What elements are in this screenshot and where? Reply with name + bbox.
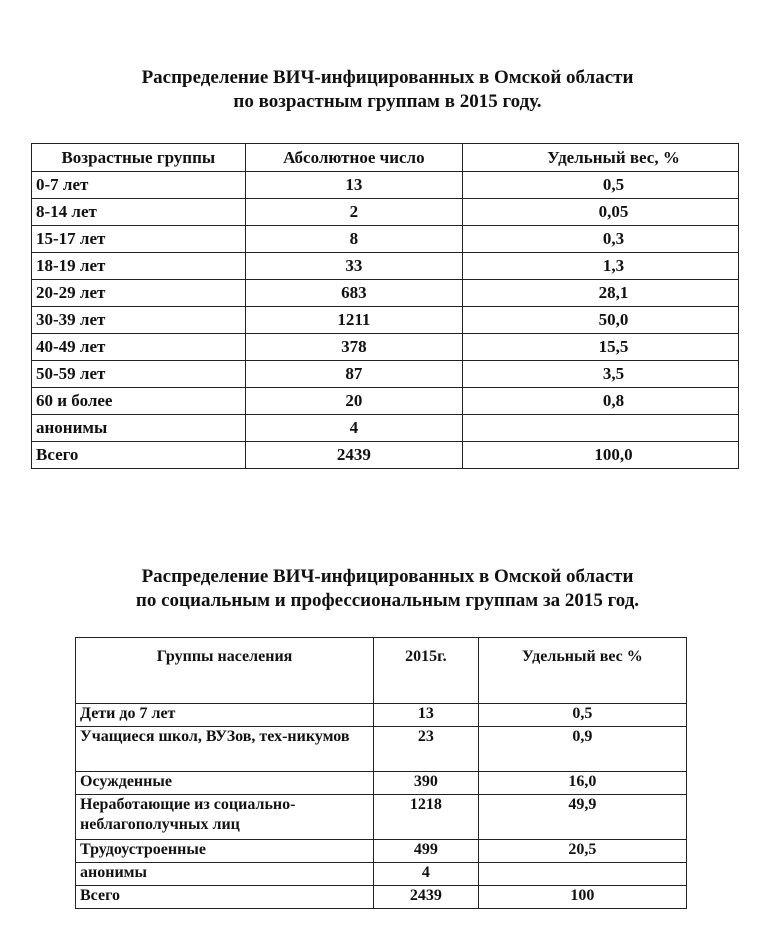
cell-age-group: 0-7 лет (32, 172, 246, 199)
cell-population-group: Трудоустроенные (76, 840, 374, 863)
cell-share: 20,5 (478, 840, 686, 863)
cell-share: 100 (478, 886, 686, 909)
table-row (32, 226, 739, 253)
cell-share: 0,9 (478, 727, 686, 772)
table-total-row (32, 442, 739, 469)
cell-share: 15,5 (463, 334, 739, 361)
cell-age-group: 8-14 лет (32, 199, 246, 226)
table-row (76, 863, 687, 886)
cell-share: 49,9 (478, 795, 686, 840)
column-header-year: 2015г. (374, 638, 479, 704)
cell-absolute: 1211 (245, 307, 462, 334)
cell-share: 0,5 (478, 704, 686, 727)
column-header-population-group: Группы населения (76, 638, 374, 704)
cell-age-group: 30-39 лет (32, 307, 246, 334)
cell-count: 13 (374, 704, 479, 727)
social-groups-table (75, 637, 687, 909)
table-row (32, 280, 739, 307)
table2-title-line1: Распределение ВИЧ-инфицированных в Омской области (141, 566, 634, 587)
table1-title-line1: Распределение ВИЧ-инфицированных в Омской области (141, 67, 634, 88)
cell-age-group: 40-49 лет (32, 334, 246, 361)
cell-population-group: Неработающие из социально-неблагополучных лиц (76, 795, 374, 840)
cell-absolute: 2 (245, 199, 462, 226)
cell-age-group: 15-17 лет (32, 226, 246, 253)
cell-share: 0,3 (463, 226, 739, 253)
cell-age-group: 20-29 лет (32, 280, 246, 307)
cell-share: 0,05 (463, 199, 739, 226)
cell-share (478, 863, 686, 886)
cell-population-group: Дети до 7 лет (76, 704, 374, 727)
table-header-row (76, 638, 687, 704)
cell-share: 0,8 (463, 388, 739, 415)
cell-absolute: 20 (245, 388, 462, 415)
table2-title (0, 565, 775, 613)
cell-share: 16,0 (478, 772, 686, 795)
table-row (32, 361, 739, 388)
cell-count: 23 (374, 727, 479, 772)
cell-share: 3,5 (463, 361, 739, 388)
table2-title-line2: по социальным и профессиональным группам за 2015 год. (135, 590, 640, 611)
table-row (76, 795, 687, 840)
cell-age-group: 50-59 лет (32, 361, 246, 388)
cell-count: 1218 (374, 795, 479, 840)
cell-share: 100,0 (463, 442, 739, 469)
table-row (32, 172, 739, 199)
cell-absolute: 4 (245, 415, 462, 442)
table-row (32, 307, 739, 334)
table-header-row (32, 144, 739, 172)
table-row (32, 253, 739, 280)
cell-absolute: 87 (245, 361, 462, 388)
cell-share: 28,1 (463, 280, 739, 307)
cell-age-group: анонимы (32, 415, 246, 442)
cell-absolute: 33 (245, 253, 462, 280)
table1-title-line2: по возрастным группам в 2015 году. (233, 91, 542, 112)
table-row (76, 772, 687, 795)
table-total-row (76, 886, 687, 909)
cell-population-group: Осужденные (76, 772, 374, 795)
cell-population-group: анонимы (76, 863, 374, 886)
table-row (32, 199, 739, 226)
cell-count: 390 (374, 772, 479, 795)
cell-count: 499 (374, 840, 479, 863)
cell-age-group: Всего (32, 442, 246, 469)
table-row (32, 415, 739, 442)
cell-share: 0,5 (463, 172, 739, 199)
cell-share: 50,0 (463, 307, 739, 334)
cell-absolute: 8 (245, 226, 462, 253)
age-groups-table (31, 143, 739, 469)
column-header-share: Удельный вес, % (463, 144, 739, 172)
table-row (76, 704, 687, 727)
cell-age-group: 18-19 лет (32, 253, 246, 280)
table-row (32, 334, 739, 361)
cell-age-group: 60 и более (32, 388, 246, 415)
column-header-absolute: Абсолютное число (245, 144, 462, 172)
column-header-age-group: Возрастные группы (32, 144, 246, 172)
table-row (76, 840, 687, 863)
table-row (76, 727, 687, 772)
cell-absolute: 13 (245, 172, 462, 199)
cell-count: 4 (374, 863, 479, 886)
table-row (32, 388, 739, 415)
column-header-share: Удельный вес % (478, 638, 686, 704)
cell-share: 1,3 (463, 253, 739, 280)
table1-title (0, 66, 775, 114)
cell-absolute: 683 (245, 280, 462, 307)
cell-population-group: Всего (76, 886, 374, 909)
cell-share (463, 415, 739, 442)
cell-count: 2439 (374, 886, 479, 909)
cell-absolute: 2439 (245, 442, 462, 469)
cell-population-group: Учащиеся школ, ВУЗов, тех-никумов (76, 727, 374, 772)
cell-absolute: 378 (245, 334, 462, 361)
